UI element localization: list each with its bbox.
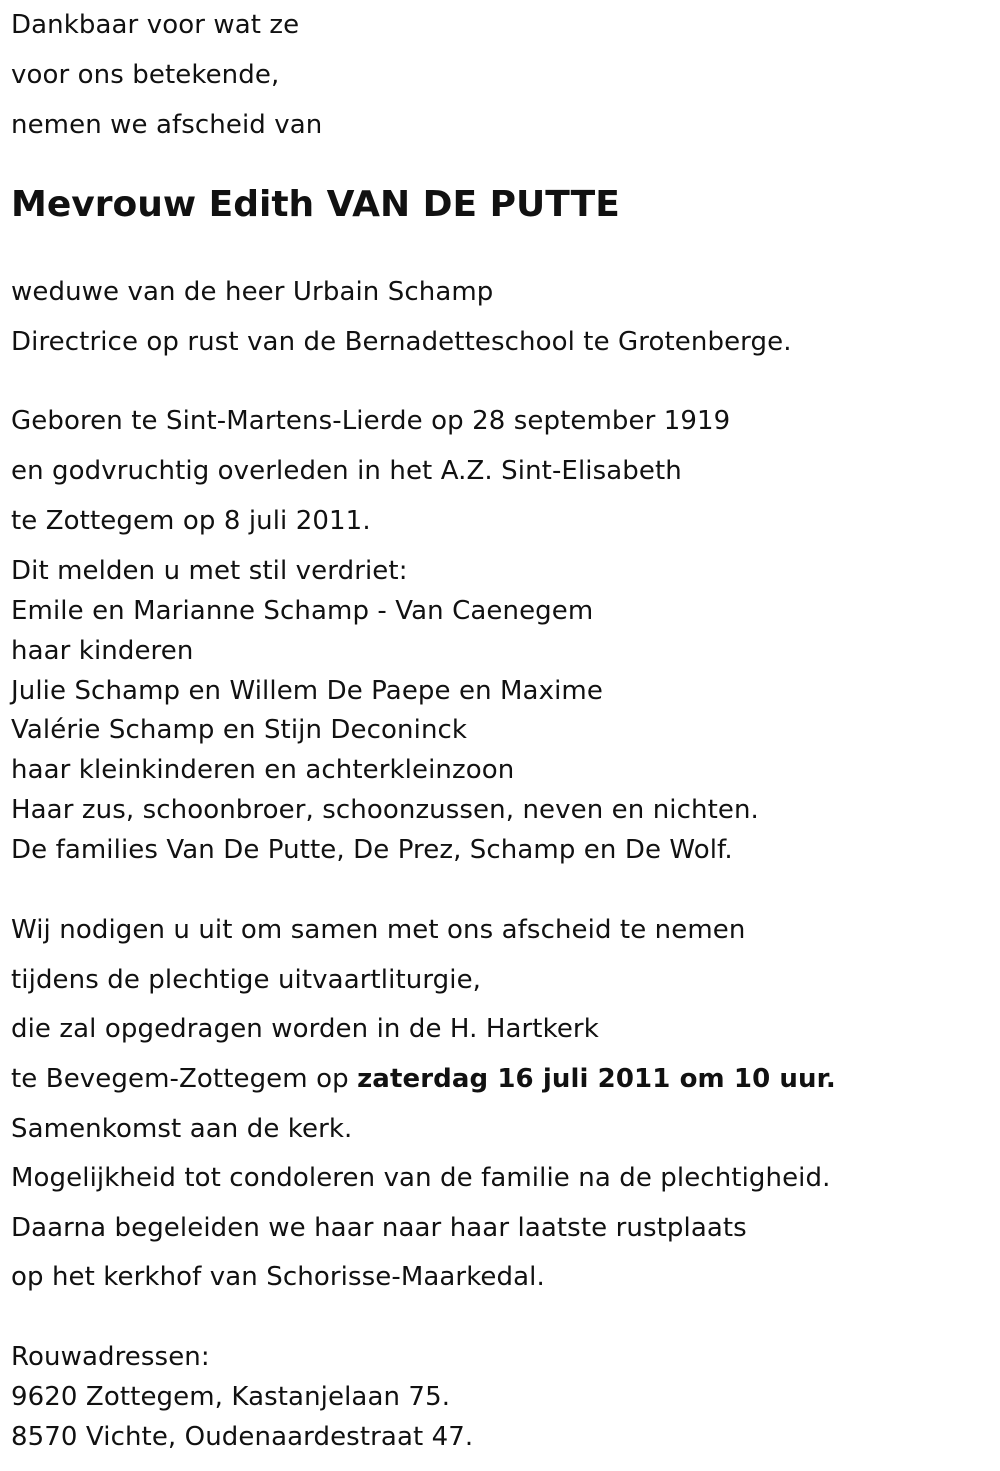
ceremony-line: die zal opgedragen worden in de H. Hartkerk [11, 1014, 599, 1044]
family-line: De families Van De Putte, De Prez, Schamp en De Wolf. [11, 835, 733, 865]
birth-death-line: te Zottegem op 8 juli 2011. [11, 506, 371, 536]
ceremony-line: Samenkomst aan de kerk. [11, 1114, 353, 1144]
ceremony-date: zaterdag 16 juli 2011 om 10 uur. [357, 1064, 836, 1094]
address-line: 8570 Vichte, Oudenaardestraat 47. [11, 1422, 474, 1452]
ceremony-line: Wij nodigen u uit om samen met ons afscheid te nemen [11, 915, 746, 945]
address-line: 9620 Zottegem, Kastanjelaan 75. [11, 1382, 451, 1412]
addresses-heading: Rouwadressen: [11, 1342, 210, 1372]
deceased-name: Mevrouw Edith VAN DE PUTTE [11, 184, 620, 225]
family-line: Valérie Schamp en Stijn Deconinck [11, 715, 468, 745]
description-line: weduwe van de heer Urbain Schamp [11, 277, 494, 307]
birth-death-line: Geboren te Sint-Martens-Lierde op 28 september 1919 [11, 406, 731, 436]
intro-line: Dankbaar voor wat ze [11, 10, 300, 40]
ceremony-line: Daarna begeleiden we haar naar haar laatste rustplaats [11, 1213, 747, 1243]
ceremony-line: tijdens de plechtige uitvaartliturgie, [11, 965, 482, 995]
birth-death-line: en godvruchtig overleden in het A.Z. Sint-Elisabeth [11, 456, 682, 486]
family-line: haar kleinkinderen en achterkleinzoon [11, 755, 515, 785]
ceremony-line: op het kerkhof van Schorisse-Maarkedal. [11, 1262, 545, 1292]
family-line: Julie Schamp en Willem De Paepe en Maxime [11, 676, 603, 706]
ceremony-location-text: te Bevegem-Zottegem op [11, 1064, 358, 1094]
family-line: haar kinderen [11, 636, 194, 666]
ceremony-date-line [11, 1063, 836, 1095]
ceremony-line: Mogelijkheid tot condoleren van de familie na de plechtigheid. [11, 1163, 831, 1193]
intro-line: voor ons betekende, [11, 60, 280, 90]
description-line: Directrice op rust van de Bernadetteschool te Grotenberge. [11, 327, 792, 357]
intro-line: nemen we afscheid van [11, 110, 323, 140]
family-line: Haar zus, schoonbroer, schoonzussen, neven en nichten. [11, 795, 759, 825]
family-line: Emile en Marianne Schamp - Van Caenegem [11, 596, 594, 626]
family-line: Dit melden u met stil verdriet: [11, 556, 408, 586]
